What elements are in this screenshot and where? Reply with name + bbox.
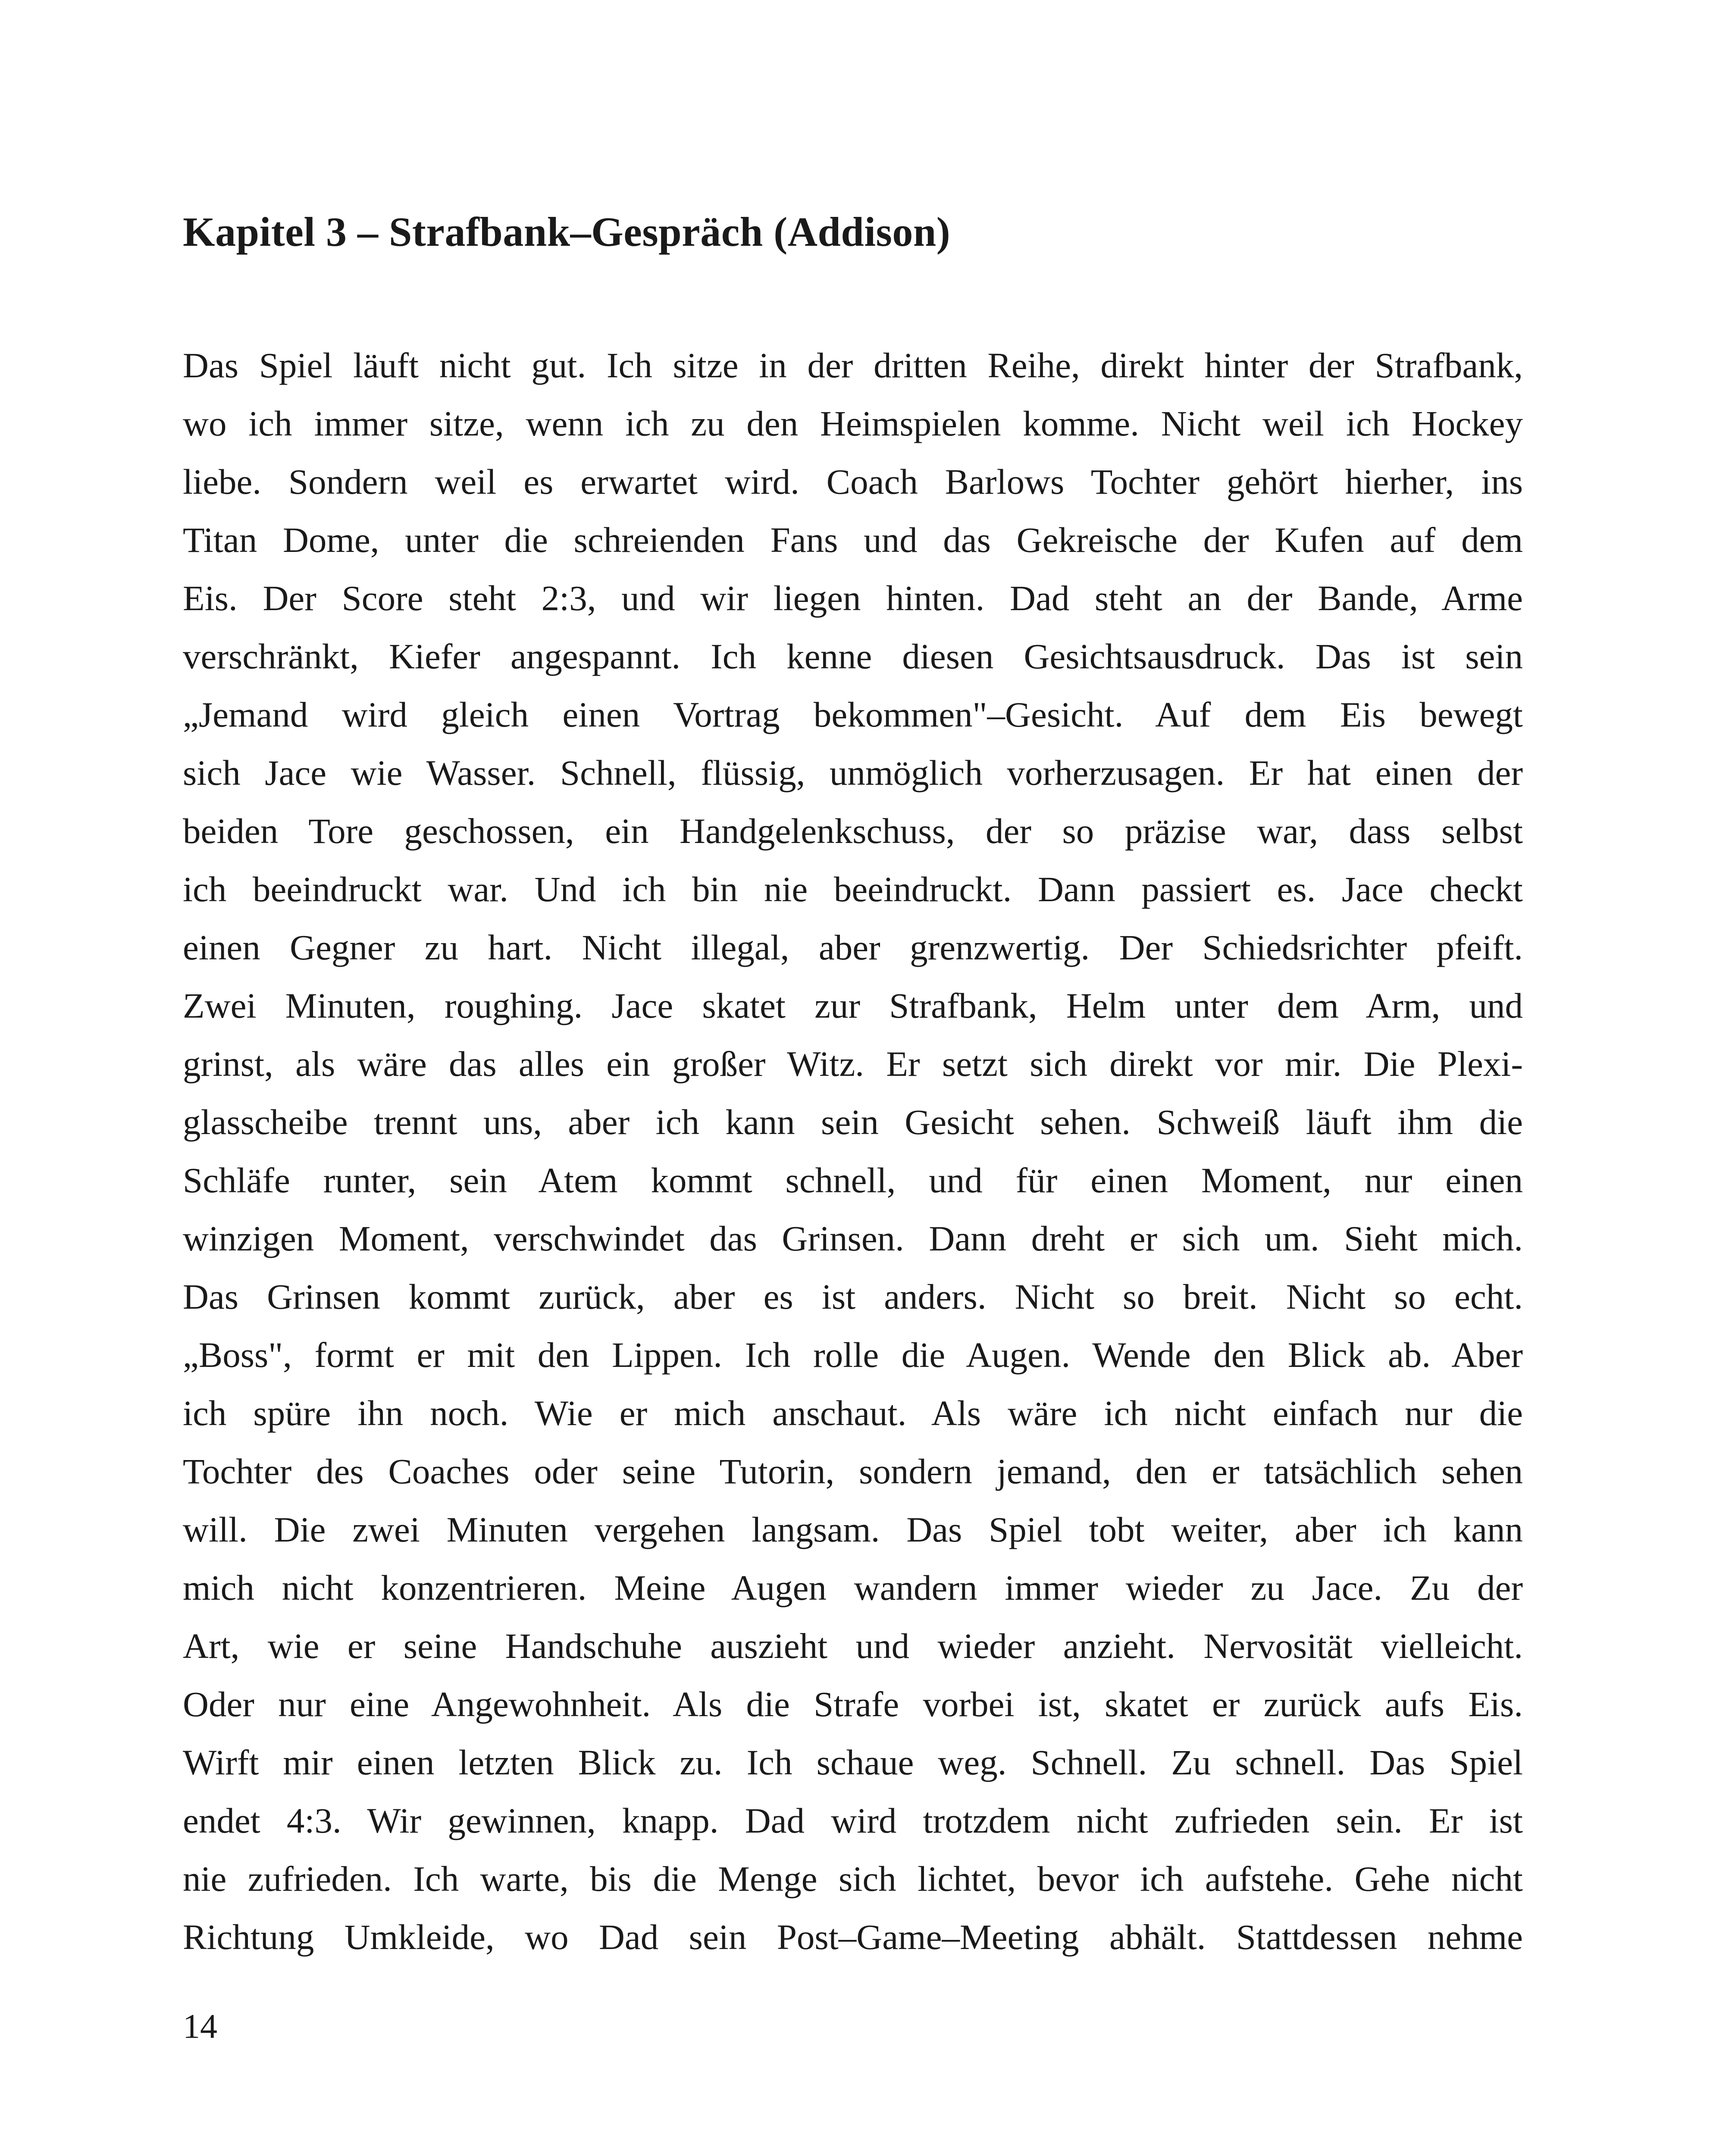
text-line: endet 4:3. Wir gewinnen, knapp. Dad wird trotzdem nicht zufrieden sein. Er ist [183,1801,1523,1840]
text-line: Das Spiel läuft nicht gut. Ich sitze in der dritten Reihe, direkt hinter der Strafbank, [183,345,1523,385]
text-line: sich Jace wie Wasser. Schnell, flüssig, unmöglich vorherzusagen. Er hat einen der [183,753,1523,793]
text-line: „Boss", formt er mit den Lippen. Ich rolle die Augen. Wende den Blick ab. Aber [183,1335,1523,1375]
text-line: verschränkt, Kiefer angespannt. Ich kenne diesen Gesichtsausdruck. Das ist sein [183,636,1523,676]
page-number: 14 [183,2008,217,2046]
text-line: Das Grinsen kommt zurück, aber es ist anders. Nicht so breit. Nicht so echt. [183,1277,1523,1316]
text-line: glasscheibe trennt uns, aber ich kann sein Gesicht sehen. Schweiß läuft ihm die [183,1102,1523,1142]
text-line: mich nicht konzentrieren. Meine Augen wandern immer wieder zu Jace. Zu der [183,1568,1523,1608]
text-line: wo ich immer sitze, wenn ich zu den Heimspielen komme. Nicht weil ich Hockey [183,404,1523,443]
text-line: Richtung Umkleide, wo Dad sein Post–Game–Meeting abhält. Stattdessen nehme [183,1917,1523,1957]
text-line: liebe. Sondern weil es erwartet wird. Coach Barlows Tochter gehört hierher, ins [183,462,1523,501]
text-line: Schläfe runter, sein Atem kommt schnell, und für einen Moment, nur einen [183,1160,1523,1200]
text-line: Eis. Der Score steht 2:3, und wir liegen hinten. Dad steht an der Bande, Arme [183,578,1523,618]
text-line: grinst, als wäre das alles ein großer Witz. Er setzt sich direkt vor mir. Die Plexi- [183,1044,1523,1084]
text-line: Tochter des Coaches oder seine Tutorin, sondern jemand, den er tatsächlich sehen [183,1451,1523,1491]
text-line: einen Gegner zu hart. Nicht illegal, aber grenzwertig. Der Schiedsrichter pfeift. [183,928,1523,967]
text-line: ich spüre ihn noch. Wie er mich anschaut. Als wäre ich nicht einfach nur die [183,1393,1523,1433]
text-line: Zwei Minuten, roughing. Jace skatet zur Strafbank, Helm unter dem Arm, und [183,986,1523,1025]
text-line: „Jemand wird gleich einen Vortrag bekommen"–Gesicht. Auf dem Eis bewegt [183,695,1523,734]
text-line: Art, wie er seine Handschuhe auszieht und wieder anzieht. Nervosität vielleicht. [183,1626,1523,1666]
text-line: Wirft mir einen letzten Blick zu. Ich schaue weg. Schnell. Zu schnell. Das Spiel [183,1742,1523,1782]
text-line: beiden Tore geschossen, ein Handgelenkschuss, der so präzise war, dass selbst [183,811,1523,851]
text-line: winzigen Moment, verschwindet das Grinsen. Dann dreht er sich um. Sieht mich. [183,1219,1523,1258]
text-line: nie zufrieden. Ich warte, bis die Menge sich lichtet, bevor ich aufstehe. Gehe nicht [183,1859,1523,1899]
text-line: Titan Dome, unter die schreienden Fans und das Gekreische der Kufen auf dem [183,520,1523,560]
body-paragraph [183,336,1523,1966]
text-line: Oder nur eine Angewohnheit. Als die Strafe vorbei ist, skatet er zurück aufs Eis. [183,1684,1523,1724]
chapter-title: Kapitel 3 – Strafbank–Gespräch (Addison) [183,209,951,255]
text-line: will. Die zwei Minuten vergehen langsam. Das Spiel tobt weiter, aber ich kann [183,1510,1523,1549]
text-line: ich beeindruckt war. Und ich bin nie beeindruckt. Dann passiert es. Jace checkt [183,869,1523,909]
